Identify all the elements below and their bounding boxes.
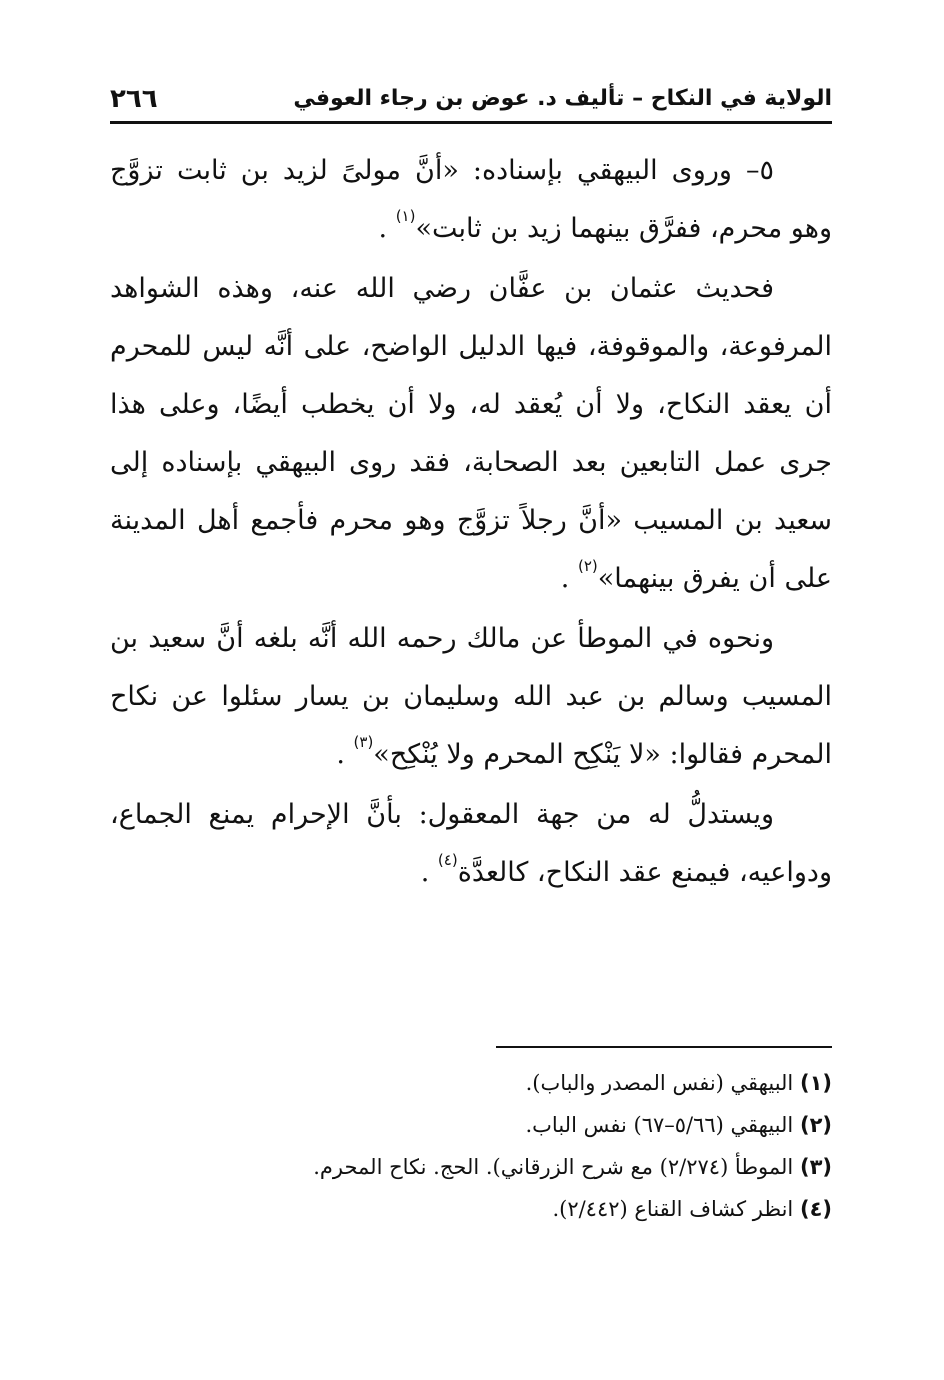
footnote-number: (٣)	[799, 1155, 832, 1179]
footnote-number: (٢)	[799, 1113, 832, 1137]
paragraph-end: .	[560, 563, 570, 594]
main-text	[110, 142, 832, 902]
footnote-text: البيهقي (٥/٦٦–٦٧) نفس الباب.	[525, 1113, 794, 1137]
footnote-text: البيهقي (نفس المصدر والباب).	[525, 1071, 794, 1095]
paragraph	[110, 260, 832, 608]
footnote-ref[interactable]: (١)	[395, 207, 416, 225]
footnote-item	[110, 1188, 832, 1230]
paragraph	[110, 786, 832, 902]
footnote-item	[110, 1062, 832, 1104]
paragraph-text: فحديث عثمان بن عفَّان رضي الله عنه، وهذه الشواهد المرفوعة، والموقوفة، فيها الدليل الواضح، على أنَّه ليس للمحرم أن يعقد النكاح، ولا أن يُعقد له، ولا أن يخطب أيضًا، وعلى هذا جرى عمل التابعين بعد الصحابة، فقد روى البيهقي بإسناده إلى سعيد بن المسيب «أنَّ رجلاً تزوَّج وهو محرم فأجمع أهل المدينة على أن يفرق بينهما»	[110, 273, 832, 594]
paragraph-text: ونحوه في الموطأ عن مالك رحمه الله أنَّه بلغه أنَّ سعيد بن المسيب وسالم بن عبد الله وسليمان بن يسار سئلوا عن نكاح المحرم فقالوا: «لا يَنْكِح المحرم ولا يُنْكِح»	[110, 623, 832, 770]
page-number: ٢٦٦	[110, 84, 158, 114]
paragraph-text: ويستدلُّ له من جهة المعقول: بأنَّ الإحرام يمنع الجماع، ودواعيه، فيمنع عقد النكاح، كالعدَّة	[110, 799, 832, 888]
footnote-number: (٤)	[799, 1197, 832, 1221]
footnote-item	[110, 1146, 832, 1188]
footnote-text: الموطأ (٢/٢٧٤) مع شرح الزرقاني). الحج. نكاح المحرم.	[313, 1155, 794, 1179]
footnote-ref[interactable]: (٤)	[437, 851, 458, 869]
footnote-ref[interactable]: (٣)	[353, 733, 374, 751]
running-title: الولاية في النكاح – تأليف د. عوض بن رجاء العوفي	[293, 86, 832, 111]
footnote-ref[interactable]: (٢)	[577, 557, 598, 575]
paragraph-end: .	[378, 213, 388, 244]
footnote-separator	[496, 1046, 832, 1048]
paragraph-end: .	[336, 739, 345, 770]
footnotes	[110, 1062, 832, 1230]
paragraph-end: .	[420, 857, 430, 888]
footnote-text: انظر كشاف القناع (٢/٤٤٢).	[552, 1197, 794, 1221]
paragraph	[110, 610, 832, 784]
header-rule	[110, 121, 832, 124]
page-header	[110, 82, 832, 124]
paragraph	[110, 142, 832, 258]
paragraph-text: ٥– وروى البيهقي بإسناده: «أنَّ مولىً لزيد بن ثابت تزوَّج وهو محرم، ففرَّق بينهما زيد بن ثابت»	[110, 155, 832, 244]
footnote-item	[110, 1104, 832, 1146]
footnote-number: (١)	[799, 1071, 832, 1095]
